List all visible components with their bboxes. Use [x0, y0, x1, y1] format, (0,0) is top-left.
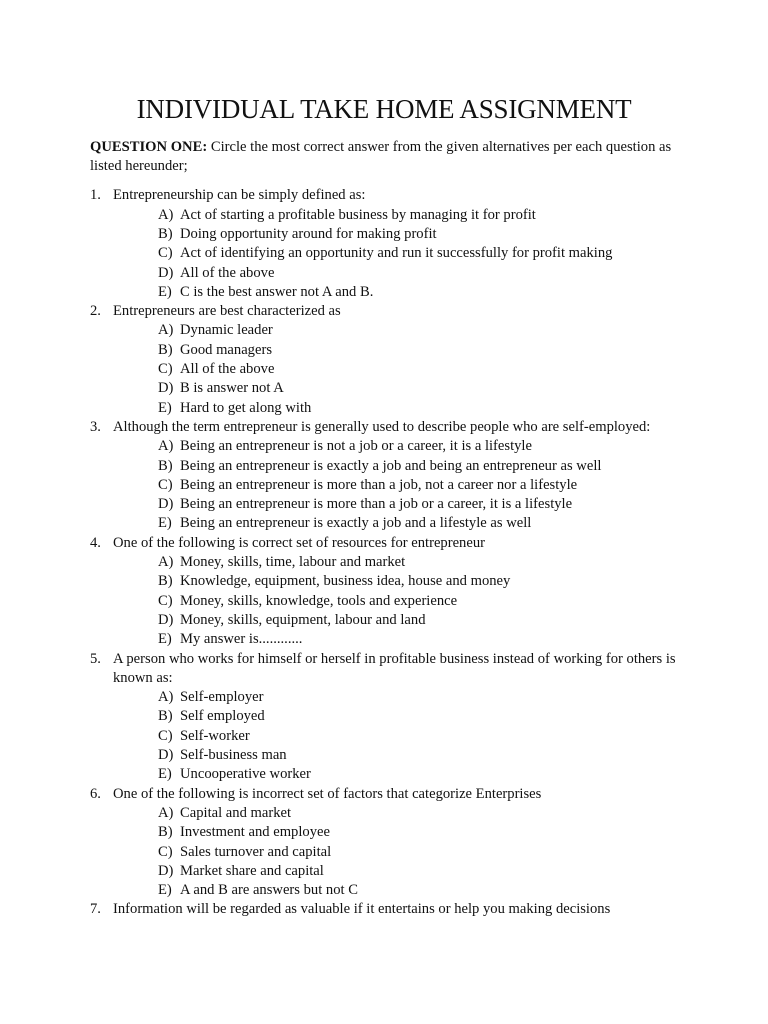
answer-option	[158, 495, 678, 514]
option-letter: E)	[158, 882, 172, 899]
question-text: One of the following is correct set of resources for entrepreneur	[113, 534, 485, 551]
option-text: Knowledge, equipment, business idea, house and money	[180, 573, 511, 590]
question-item	[90, 302, 678, 418]
question-text: Entrepreneurship can be simply defined as:	[113, 187, 366, 204]
option-letter: A)	[158, 554, 174, 571]
option-letter: A)	[158, 689, 174, 706]
answer-option	[158, 283, 678, 302]
question-number: 7.	[90, 901, 101, 918]
option-text: Self-worker	[180, 727, 250, 744]
option-list	[90, 553, 678, 649]
question-text: Entrepreneurs are best characterized as	[113, 303, 341, 320]
option-text: Doing opportunity around for making profit	[180, 226, 437, 242]
question-text: Although the term entrepreneur is generally used to describe people who are self-employed:	[113, 418, 651, 435]
option-letter: E)	[158, 515, 172, 532]
question-row	[90, 785, 678, 804]
option-text: Sales turnover and capital	[180, 843, 332, 860]
question-item	[90, 650, 678, 785]
answer-option	[158, 476, 678, 495]
option-text: Dynamic leader	[180, 322, 273, 339]
answer-option	[158, 843, 678, 862]
option-text: Being an entrepreneur is more than a job or a career, it is a lifestyle	[180, 496, 573, 513]
option-text: Act of identifying an opportunity and run it successfully for profit making	[180, 245, 613, 262]
answer-option	[158, 804, 678, 823]
option-letter: C)	[158, 361, 173, 378]
option-letter: D)	[158, 496, 174, 513]
option-list	[90, 688, 678, 784]
option-letter: C)	[158, 843, 173, 860]
answer-option	[158, 611, 678, 630]
answer-option	[158, 823, 678, 842]
answer-option	[158, 437, 678, 456]
answer-option	[158, 707, 678, 726]
answer-option	[158, 592, 678, 611]
question-row	[90, 900, 678, 919]
question-number: 1.	[90, 187, 101, 204]
option-letter: A)	[158, 206, 174, 223]
answer-option	[158, 765, 678, 784]
option-text: Self-employer	[180, 689, 264, 706]
option-text: All of the above	[180, 264, 275, 281]
question-text: One of the following is incorrect set of factors that categorize Enterprises	[113, 785, 542, 802]
question-text: Information will be regarded as valuable if it entertains or help you making decisions	[113, 901, 611, 918]
question-number: 6.	[90, 785, 101, 802]
option-letter: A)	[158, 804, 174, 821]
option-text: Being an entrepreneur is not a job or a career, it is a lifestyle	[180, 438, 532, 455]
question-number: 2.	[90, 303, 101, 320]
question-item	[90, 900, 678, 919]
question-text: A person who works for himself or herself in profitable business instead of working for others is known as:	[113, 650, 676, 686]
option-letter: E)	[158, 631, 172, 648]
option-letter: D)	[158, 264, 174, 281]
option-text: Investment and employee	[180, 824, 330, 841]
question-number: 5.	[90, 650, 101, 667]
answer-option	[158, 360, 678, 379]
option-text: A and B are answers but not C	[180, 882, 358, 899]
option-letter: E)	[158, 766, 172, 783]
answer-option	[158, 399, 678, 418]
question-number: 4.	[90, 534, 101, 551]
question-row	[90, 650, 678, 689]
answer-option	[158, 881, 678, 900]
answer-option	[158, 630, 678, 649]
option-text: Money, skills, equipment, labour and land	[180, 611, 426, 628]
option-letter: B)	[158, 708, 173, 725]
option-letter: C)	[158, 592, 173, 609]
answer-option	[158, 457, 678, 476]
answer-option	[158, 514, 678, 533]
question-number: 3.	[90, 418, 101, 435]
question-row	[90, 534, 678, 553]
answer-option	[158, 225, 678, 244]
option-text: Hard to get along with	[180, 399, 312, 416]
option-letter: D)	[158, 747, 174, 764]
option-letter: C)	[158, 476, 173, 493]
instruction-text: Circle the most correct answer from the given alternatives per each question as listed hereunder;	[90, 139, 672, 175]
question-item	[90, 418, 678, 534]
option-letter: D)	[158, 380, 174, 397]
option-letter: D)	[158, 862, 174, 879]
question-item	[90, 785, 678, 901]
option-letter: B)	[158, 226, 173, 242]
answer-option	[158, 572, 678, 591]
option-text: Market share and capital	[180, 862, 324, 879]
option-letter: C)	[158, 727, 173, 744]
option-text: Being an entrepreneur is exactly a job and being an entrepreneur as well	[180, 457, 602, 474]
option-text: B is answer not A	[180, 380, 284, 397]
option-text: C is the best answer not A and B.	[180, 283, 374, 300]
option-letter: A)	[158, 322, 174, 339]
option-text: Good managers	[180, 341, 272, 358]
option-letter: B)	[158, 573, 173, 590]
option-letter: B)	[158, 341, 173, 358]
option-text: Being an entrepreneur is exactly a job and a lifestyle as well	[180, 515, 532, 532]
answer-option	[158, 727, 678, 746]
option-text: Self-business man	[180, 747, 287, 764]
option-text: Self employed	[180, 708, 265, 725]
option-letter: B)	[158, 457, 173, 474]
option-text: Act of starting a profitable business by managing it for profit	[180, 206, 536, 223]
question-row	[90, 418, 678, 437]
question-label: QUESTION ONE:	[90, 139, 208, 155]
answer-option	[158, 264, 678, 283]
question-list	[90, 186, 678, 919]
option-letter: C)	[158, 245, 173, 262]
option-text: Money, skills, knowledge, tools and experience	[180, 592, 458, 609]
answer-option	[158, 206, 678, 225]
answer-option	[158, 341, 678, 360]
question-row	[90, 302, 678, 321]
answer-option	[158, 379, 678, 398]
answer-option	[158, 862, 678, 881]
option-letter: A)	[158, 438, 174, 455]
answer-option	[158, 553, 678, 572]
option-text: All of the above	[180, 361, 275, 378]
instruction-paragraph	[90, 138, 678, 176]
option-text: My answer is............	[180, 631, 303, 648]
option-text: Capital and market	[180, 804, 292, 821]
option-text: Money, skills, time, labour and market	[180, 554, 406, 571]
answer-option	[158, 244, 678, 263]
question-item	[90, 186, 678, 302]
option-letter: E)	[158, 399, 172, 416]
answer-option	[158, 321, 678, 340]
page-title: INDIVIDUAL TAKE HOME ASSIGNMENT	[136, 94, 632, 124]
option-letter: D)	[158, 611, 174, 628]
answer-option	[158, 746, 678, 765]
answer-option	[158, 688, 678, 707]
option-list	[90, 206, 678, 302]
option-list	[90, 804, 678, 900]
question-row	[90, 186, 678, 205]
option-text: Being an entrepreneur is more than a job, not a career nor a lifestyle	[180, 476, 578, 493]
option-text: Uncooperative worker	[180, 766, 311, 783]
option-letter: E)	[158, 283, 172, 300]
question-item	[90, 534, 678, 650]
option-list	[90, 437, 678, 533]
option-list	[90, 321, 678, 417]
option-letter: B)	[158, 824, 173, 841]
